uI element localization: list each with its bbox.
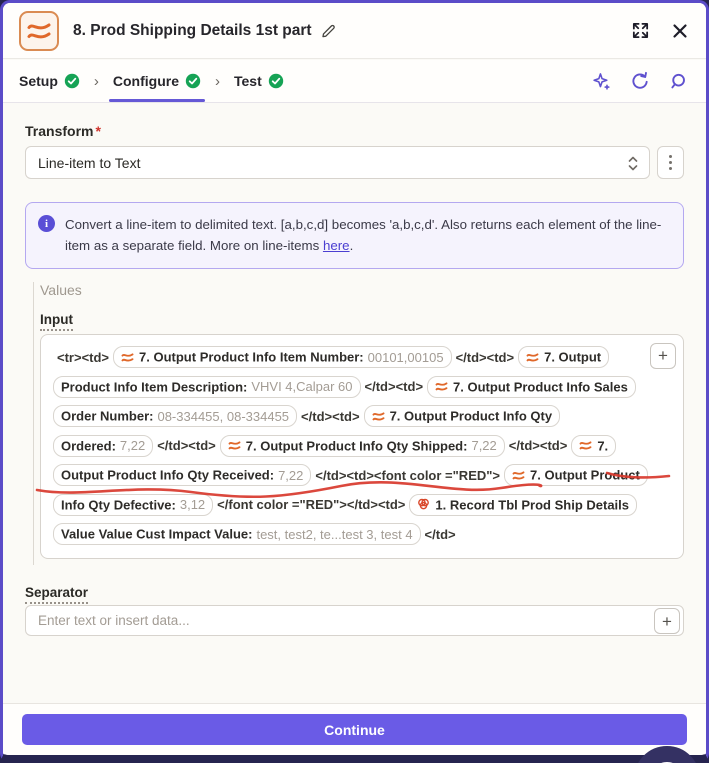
transform-label [25, 123, 101, 139]
banner-period: . [349, 238, 354, 254]
pill-field-value: 7,22 [278, 467, 304, 483]
info-banner [25, 202, 684, 269]
formatter-icon [512, 464, 525, 492]
banner-text [65, 214, 665, 257]
expand-icon [631, 21, 650, 40]
ai-sparkle-icon [592, 72, 611, 91]
tab-test[interactable] [234, 60, 284, 102]
check-success-icon [268, 73, 284, 89]
pill-field-label: 7. Output Product Info Item Number: [139, 349, 364, 365]
required-asterisk: * [95, 123, 101, 139]
input-literal-text: </td><td><font color ="RED"> [315, 467, 501, 483]
tab-configure[interactable] [113, 60, 201, 102]
kebab-dot [669, 161, 672, 164]
input-literal-text: </td><td> [508, 438, 568, 454]
refresh-button[interactable] [628, 69, 652, 93]
mapped-field-pill[interactable] [220, 435, 505, 457]
pill-field-label: 7. Output Product Info Qty Received: [61, 438, 609, 483]
mapped-field-pill[interactable] [113, 346, 452, 368]
step-tabs [3, 60, 706, 103]
pill-field-label: 7. Output Product Info Item Description: [61, 349, 602, 395]
info-icon: i [38, 215, 55, 232]
ai-assist-button[interactable] [590, 70, 613, 93]
values-section-label: Values [40, 281, 82, 298]
input-literal-text: </font color ="RED"></td><td> [217, 497, 406, 513]
formatter-icon [579, 434, 592, 462]
search-icon [669, 72, 688, 91]
refresh-undo-icon [630, 71, 650, 91]
field-menu-button[interactable] [657, 146, 684, 179]
select-chevrons-icon [627, 155, 639, 175]
input-literal-text: </td><td> [364, 379, 424, 395]
expand-button[interactable] [629, 19, 652, 42]
formatter-squiggle-icon [26, 19, 52, 43]
separator-input[interactable] [25, 605, 684, 636]
formatter-icon [435, 375, 448, 403]
tab-configure-label: Configure [112, 73, 179, 89]
formatter-icon [121, 346, 134, 374]
edit-pencil-icon[interactable] [320, 23, 336, 39]
step-title-text: 8. Prod Shipping Details 1st part [73, 21, 312, 39]
close-button[interactable] [670, 21, 690, 41]
pill-field-value: 7,22 [471, 438, 497, 454]
pill-field-label: 7. Output Product Info Qty Ordered: [61, 408, 553, 454]
input-rich-textarea[interactable] [40, 334, 684, 560]
pill-field-value: 3,12 [179, 497, 206, 513]
kebab-dot [669, 155, 672, 158]
pill-field-value: test, test2, te...test 3, test 4 [256, 526, 413, 542]
values-fieldset [33, 282, 684, 566]
tables-icon [417, 493, 430, 521]
insert-data-button[interactable]: + [654, 608, 680, 634]
continue-button[interactable]: Continue [22, 714, 687, 745]
tab-test-label: Test [234, 73, 262, 89]
pill-field-value: 7,22 [119, 438, 146, 454]
input-literal-text: </td> [424, 526, 456, 542]
insert-data-button[interactable]: + [650, 343, 676, 369]
transform-selected-value: Line-item to Text [38, 154, 141, 171]
configure-form [3, 103, 706, 703]
line-items-help-link[interactable]: here [322, 238, 350, 254]
step-title [73, 22, 336, 40]
separator-field-label: Separator [25, 585, 88, 604]
input-literal-text: </td><td> [301, 408, 360, 424]
modal-header [3, 3, 706, 59]
banner-description: Convert a line-item to delimited text. [a,b,c,d] becomes 'a,b,c,d'. Also returns each element of the line-item as a separate field. More on line-items [65, 217, 662, 254]
chevron-right-icon: › [93, 72, 99, 90]
modal-footer [3, 703, 706, 755]
tab-setup-label: Setup [19, 73, 58, 89]
formatter-icon [228, 434, 241, 462]
pill-field-label: 7. Output Product Info Qty Shipped: [245, 438, 468, 454]
input-literal-text: </td><td> [157, 438, 216, 454]
input-literal-text: </td><td> [455, 349, 515, 365]
tab-setup[interactable] [19, 60, 80, 102]
input-field-label: Input [40, 312, 73, 331]
pill-field-value: 08-334455, 08-334455 [157, 408, 290, 424]
transform-select[interactable] [25, 146, 650, 179]
input-literal-text: <tr><td> [57, 349, 110, 365]
kebab-dot [669, 167, 672, 170]
formatter-icon [372, 405, 385, 433]
check-success-icon [64, 73, 80, 89]
chevron-right-icon: › [215, 72, 220, 90]
pill-field-label: 7. Output Product Info Sales Order Number: [61, 379, 628, 424]
close-icon [672, 23, 688, 39]
transform-label-text: Transform [25, 123, 94, 139]
pill-field-value: 00101,00105 [367, 349, 444, 365]
input-token-flow [53, 350, 648, 542]
formatter-app-icon [19, 11, 59, 51]
search-button[interactable] [667, 70, 690, 93]
pill-field-value: VHVI 4,Calpar 60 [251, 379, 353, 395]
pill-field-label: 1. Record Tbl Prod Ship Details Value Value Cust Impact Value: [61, 497, 629, 542]
check-success-icon [185, 73, 201, 89]
formatter-icon [526, 346, 539, 374]
pill-field-label: 7. Output Product Info Qty Defective: [61, 467, 640, 513]
